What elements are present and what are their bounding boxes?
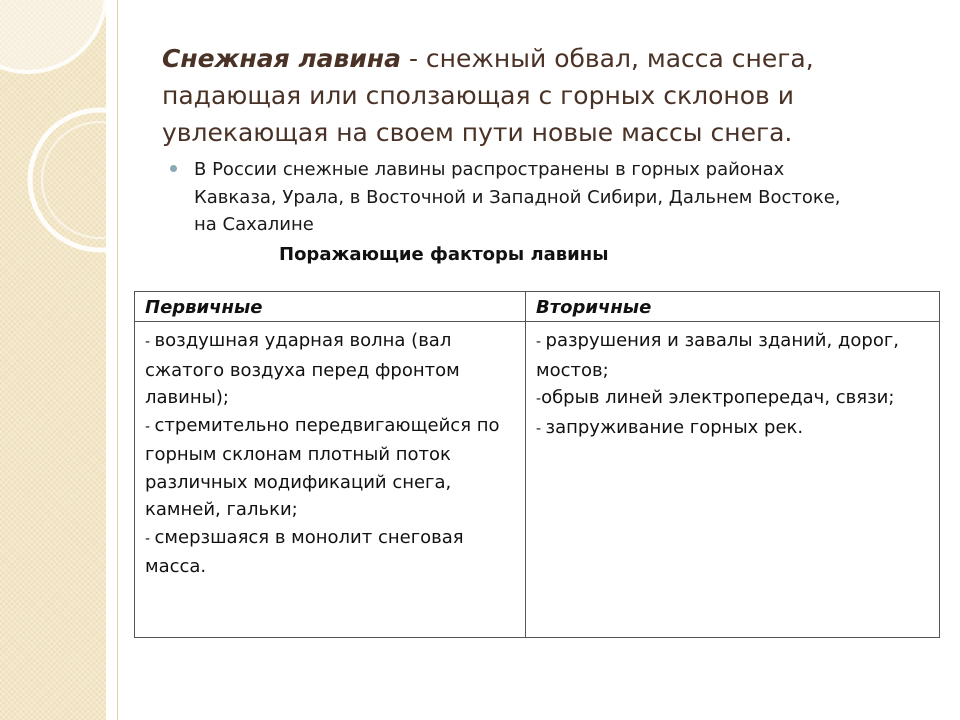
bullet-text: В России снежные лавины распространены в горных районах Кавказа, Урала, в Восточной и Западной Сибири, Дальнем Востоке, на Сахалине	[194, 159, 841, 235]
secondary-factor-1: разрушения и завалы зданий, дорог, мостов;	[536, 330, 900, 381]
list-item: - разрушения и завалы зданий, дорог, мостов;	[536, 330, 900, 381]
title-definition: - снежный обвал, масса снега, падающая или сползающая с горных склонов и увлекающая на своем пути новые массы снега.	[162, 44, 814, 147]
primary-factor-3: смерзшаяся в монолит снеговая масса.	[145, 526, 464, 577]
secondary-factor-3: запруживание горных рек.	[545, 416, 804, 438]
secondary-factor-2: обрыв линей электропередач, связи;	[541, 387, 895, 408]
primary-factor-2: стремительно передвигающейся по горным склонам плотный поток различных модификаций снега, камней, гальки;	[145, 414, 500, 520]
bullet-dot-icon	[170, 165, 177, 172]
list-item: - запруживание горных рек.	[536, 416, 804, 438]
factors-table	[134, 291, 940, 638]
list-item: -обрыв линей электропередач, связи;	[536, 387, 895, 408]
table-row	[135, 322, 940, 638]
title-term: Снежная лавина	[162, 44, 402, 73]
slide-title	[162, 40, 932, 151]
table-header-row	[135, 292, 940, 322]
header-primary: Первичные	[135, 292, 526, 322]
table-heading: Поражающие факторы лавины	[279, 244, 609, 265]
primary-factors-cell	[135, 322, 526, 638]
decorative-side-strip	[0, 0, 106, 720]
list-item: - стремительно передвигающейся по горным склонам плотный поток различных модификаций снега, камней, гальки;	[145, 414, 500, 520]
secondary-factors-cell	[526, 322, 940, 638]
list-item: - смерзшаяся в монолит снеговая масса.	[145, 526, 464, 577]
header-secondary: Вторичные	[526, 292, 940, 322]
decorative-circles	[0, 0, 106, 720]
list-item: - воздушная ударная волна (вал сжатого воздуха перед фронтом лавины);	[145, 330, 460, 408]
side-divider-line	[117, 0, 118, 720]
primary-factor-1: воздушная ударная волна (вал сжатого воздуха перед фронтом лавины);	[145, 330, 460, 408]
